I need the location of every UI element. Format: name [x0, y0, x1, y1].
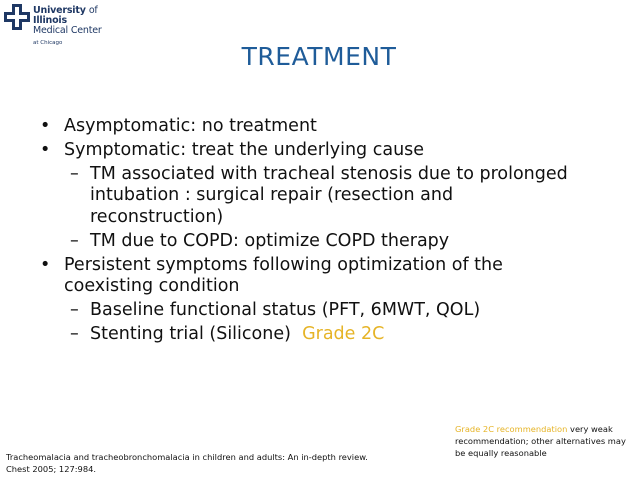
dash-marker: –	[70, 323, 79, 344]
university-logo-icon	[4, 4, 30, 46]
bullet-text-line	[90, 324, 384, 346]
bullet-text-line	[64, 116, 317, 138]
slide-title: TREATMENT	[241, 42, 397, 71]
bullet-text: coexisting condition	[64, 276, 240, 297]
bullet-marker: •	[40, 116, 51, 136]
logo-line-1: University	[33, 5, 86, 16]
dash-marker: –	[70, 300, 79, 320]
grade-note	[455, 423, 635, 459]
citation	[6, 451, 368, 475]
bullet-text: TM due to COPD: optimize COPD therapy	[90, 230, 450, 251]
bullet-text: TM associated with tracheal stenosis due to prolonged	[90, 163, 568, 184]
logo-line-3: Medical Center	[33, 25, 102, 36]
bullet-text: Stenting trial (Silicone)	[90, 323, 291, 344]
grade-note-text: very weak recommendation; other alternatives may be equally reasonable	[455, 424, 626, 458]
bullet-text: Persistent symptoms following optimization of the	[64, 254, 503, 275]
bullet-text-line	[90, 164, 568, 186]
bullet-text-line	[64, 276, 240, 298]
dash-marker: –	[70, 163, 79, 184]
bullet-marker: •	[40, 139, 51, 160]
bullet-text-line	[90, 300, 480, 322]
bullet-text: reconstruction)	[90, 206, 224, 227]
grade-label: Grade 2C	[302, 323, 385, 344]
bullet-text-line	[64, 140, 424, 162]
bullet-text: Asymptomatic: no treatment	[64, 116, 317, 136]
bullet-text: intubation : surgical repair (resection and	[90, 185, 454, 206]
dash-marker: –	[70, 230, 79, 251]
bullet-marker: •	[40, 254, 51, 275]
bullet-text-line	[64, 255, 503, 277]
citation-line-1: Tracheomalacia and tracheobronchomalacia in children and adults: An in-depth review.	[6, 452, 368, 462]
bullet-text-line	[90, 231, 449, 253]
logo-line-4: at Chicago	[33, 40, 63, 46]
bullet-text-line	[90, 207, 223, 229]
logo-line-1-suffix: of	[88, 5, 98, 16]
grade-note-highlight: Grade 2C recommendation	[455, 424, 568, 434]
bullet-text: Symptomatic: treat the underlying cause	[64, 139, 425, 160]
logo-line-2: Illinois	[33, 15, 67, 26]
bullet-text: Baseline functional status (PFT, 6MWT, QOL)	[90, 300, 481, 320]
bullet-text-line	[90, 185, 453, 207]
citation-line-2: Chest 2005; 127:984.	[6, 464, 97, 474]
